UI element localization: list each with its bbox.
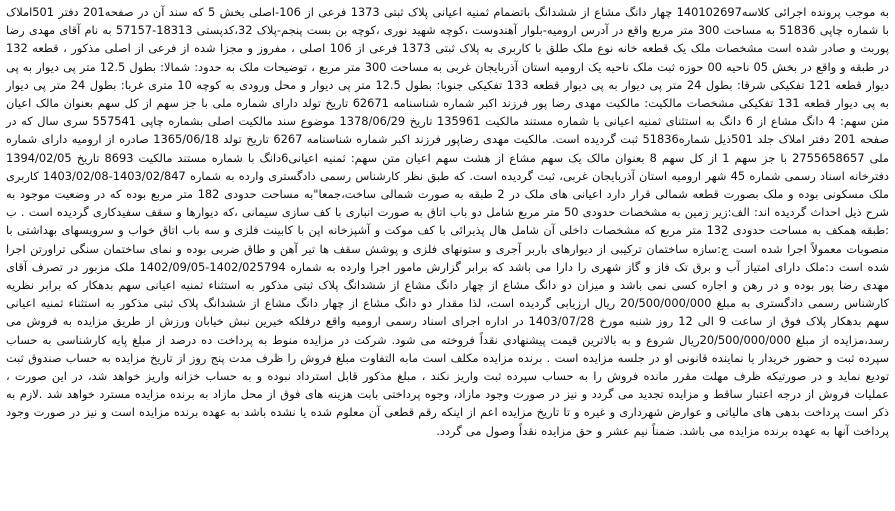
auction-notice-text: به موجب پرونده اجرائی کلاسه140102697 چهار دانگ مشاع از ششدانگ باتضمام ثمنیه اعیانی پلاک ثبتی 1373 فرعی از 106-اصلی بخش 5 که سند آن در صفحه201 دفتر 501املاک با شماره چاپی 51836 به مساحت 300 متر مربع واقع در آدرس ارومیه-بلوار آهندوست ،کوچه شهید نوری ،کوچه بن بست پنجم-پلاک 32،کدپستی 18313-57157 به نام آقای مهدی رضا پوربت و صادر شده است مشخصات ملک یک قطعه خانه نوع ملک طلق با کاربری به پلاک ثبتی 1373 فرعی از 106 اصلی ، مفروز و مجزا شده از فرعی از اصلی مذکور ، قطعه 132 در طبقه و واقع در بخش 05 ناحیه 00 حوزه ثبت ملک ناحیه یک ارومیه استان آذربایجان غربی به مساحت 300 متر مربع ، توضیحات ملک به حدود: شمالا: بطول 12.5 متر پی دیوار به پی دیوار قطعه 121 تفکیکی شرقا: بطول 24 متر پی دیوار به پی دیوار قطعه 133 تفکیکی جنوبا: بطول 12.5 متر پی دیوار و محل ورودی به کوچه 10 متری غربا: بطول 24 متر پی دیوار به پی دیوار قطعه 131 تفکیکی مشخصات مالکیت: مالکیت مهدی رضا پور فرزند اکبر شماره شناسنامه 62671 تاریخ تولد دارای شماره ملی با جز سهم از کل سهم بعنوان مالک اعیان متن سهم: 4 دانگ مشاع از 6 دانگ به استثنای ثمنیه اعیانی با شماره مستند مالکیت 135961 تاریخ 1378/06/29 موضوع سند مالکیت اصلی بشماره چاپی 557541 سری سال که در صفحه 201 دفتر املاک جلد 501ذیل شماره51836 ثبت گردیده است. مالکیت مهدی رضاپور فرزند اکبر شماره شناسنامه 6267 تاریخ تولد 1365/06/18 صادره از ارومیه دارای شماره ملی 2755658657 با جز سهم 1 از کل سهم 8 بعنوان مالک یک سهم مشاع از هشت سهم اعیان متن سهم: ثمنیه اعیانی6دانگ با شماره مستند مالکیت 8693 تاریخ 1394/02/05 دفترخانه اسناد رسمی شماره 45 شهر ارومیه استان آذربایجان غربی، ثبت گردیده است. که طبق نظر کارشناس رسمی دادگستری وارده به شماره 1403/02/847-1403/02/08 کاربری ملک مسکونی بوده و ملک بصورت قطعه شمالی قرار دارد اعیانی های ملک در 2 طبقه به صورت شمالی ساخت،جمعا"به مساحت حدودی 182 متر مربع بوده که در وضعیت موجود به شرح ذیل احداث گردیده اند: الف:زیر زمین به مشخصات حدودی 50 متر مربع شامل دو باب اتاق به صورت انباری با کف سازی سیمانی ،که دیوارها و سقف سفیدکاری گردیده است . ب :طبقه همکف به مساحت حدودی 132 متر مربع که مشخصات داخلی آن شامل هال پذیرائی با کف موکت و آشپزخانه اپن با کابینت فلزی و سه باب اتاق خواب و سرویسهای بهداشتی با منصوبات معمولاً اجرا شده است ج:سازه ساختمان ترکیبی از دیوارهای باربر آجری و ستونهای فلزی و پوشش سقف ها تیر آهن و طاق ضربی بوده و نمای ساختمان سنگی تراورتن اجرا شده است د:ملک دارای امتیاز آب و برق تک فاز و گاز شهری را دارا می باشد که برابر گزارش مامور اجرا وارده به شماره 1402/025794-1402/09/05 ملک مزبور در تصرف آقای مهدی رضا پور بوده و در رهن و اجاره کسی نمی باشد و میزان دو دانگ مشاع از چهار دانگ مشاع از ششدانگ پلاک ثبتی مذکور به استثناء ثمنیه اعیانی سهم بدهکار که برابر نظریه کارشناس رسمی دادگستری به مبلغ 20/500/000/000 ریال ارزیابی گردیده است، لذا مقدار دو دانگ مشاع از چهار دانگ مشاع از ششدانگ پلاک ثبتی مذکور به استثناء ثمنیه اعیانی سهم بدهکار پلاک فوق از ساعت 9 الی 12 روز شنبه مورخ 1403/07/28 در اداره اجرای اسناد رسمی ارومیه واقع درفلکه خیرین نبش خیابان ورزش از طریق مزایده به فروش می رسد،مزایده از مبلغ 20/500/000/000ریال شروع و به بالاترین قیمت پیشنهادی نقداً فروخته می شود. شرکت در مزایده منوط به پرداخت ده درصد از مبلغ پایه کارشناسی به حساب سپرده ثبت و حضور خریدار یا نماینده قانونی او در جلسه مزایده است . برنده مزایده مکلف است مابه التفاوت مبلغ فروش را ظرف مدت پنج روز از تاریخ مزایده به حساب صندوق ثبت تودیع نماید و در صورتیکه ظرف مهلت مقرر مانده فروش را به حساب سپرده ثبت واریز نکند ، مبلغ مذکور قابل استرداد نبوده و به حساب خزانه واریز خواهد شد، در این صورت ، عملیات فروش از درجه اعتبار ساقط و مزایده تجدید می گردد و نیز در صورت وجود مازاد، وجوه پرداختی بابت هزینه های فوق از محل مازاد به برنده مزایده مسترد خواهد شد .لازم به ذکر است پرداخت بدهی های مالیاتی و عوارض شهرداری و غیره و تا تاریخ مزایده اعم از اینکه رقم قطعی آن معلوم شده یا نشده باشد به عهده برنده مزایده است و نیز در صورت وجود پرداخت آنها به عهده برنده مزایده می باشد. ضمناً نیم عشر و حق مزایده نقداً وصول می گردد. (6, 5, 890, 438)
